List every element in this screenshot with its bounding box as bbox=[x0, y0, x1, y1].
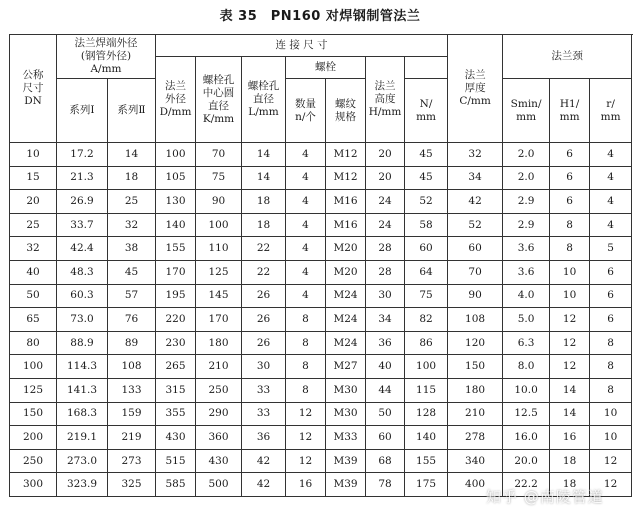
cell-height: 75 bbox=[405, 284, 448, 308]
cell-neck-n: 180 bbox=[448, 378, 503, 402]
cell-neck-s: 10.0 bbox=[503, 378, 550, 402]
header-line: mm bbox=[600, 110, 621, 123]
cell-thread: M30 bbox=[326, 402, 366, 426]
cell-od-series1: 60.3 bbox=[57, 284, 108, 308]
cell-od-series2: 219 bbox=[108, 426, 156, 450]
cell-flange-od: 430 bbox=[156, 426, 196, 450]
cell-height: 115 bbox=[405, 378, 448, 402]
cell-bolt-hole: 33 bbox=[242, 378, 286, 402]
cell-neck-s: 8.0 bbox=[503, 355, 550, 379]
cell-bolt-hole: 18 bbox=[242, 190, 286, 214]
cell-flange-od: 355 bbox=[156, 402, 196, 426]
cell-bolt-count: 4 bbox=[286, 190, 326, 214]
cell-neck-n: 32 bbox=[448, 143, 503, 167]
header-bolt-group: 螺栓 bbox=[286, 57, 366, 79]
header-dn bbox=[10, 35, 57, 143]
cell-neck-s: 20.0 bbox=[503, 449, 550, 473]
cell-bolt-hole: 26 bbox=[242, 284, 286, 308]
cell-bolt-hole: 42 bbox=[242, 449, 286, 473]
cell-thread: M33 bbox=[326, 426, 366, 450]
cell-flange-od: 195 bbox=[156, 284, 196, 308]
cell-neck-n: 120 bbox=[448, 331, 503, 355]
header-line: 公称 bbox=[22, 69, 44, 81]
cell-thickness: 40 bbox=[366, 355, 405, 379]
cell-neck-n: 400 bbox=[448, 473, 503, 497]
cell-height: 155 bbox=[405, 449, 448, 473]
cell-bolt-count: 12 bbox=[286, 449, 326, 473]
header-thread bbox=[326, 79, 366, 143]
table-row bbox=[10, 166, 632, 190]
cell-neck-r: 12 bbox=[590, 473, 632, 497]
header-line: D/mm bbox=[159, 106, 192, 118]
cell-height: 82 bbox=[405, 308, 448, 332]
cell-dn: 20 bbox=[10, 190, 57, 214]
cell-thread: M20 bbox=[326, 237, 366, 261]
cell-thread: M12 bbox=[326, 143, 366, 167]
cell-od-series1: 73.0 bbox=[57, 308, 108, 332]
cell-bolt-count: 4 bbox=[286, 213, 326, 237]
cell-height: 86 bbox=[405, 331, 448, 355]
cell-bolt-circle: 125 bbox=[196, 260, 242, 284]
cell-bolt-circle: 75 bbox=[196, 166, 242, 190]
cell-neck-h1: 6 bbox=[550, 143, 590, 167]
cell-height: 175 bbox=[405, 473, 448, 497]
cell-neck-n: 70 bbox=[448, 260, 503, 284]
header-line: 直径 bbox=[208, 99, 229, 112]
header-thickness bbox=[448, 35, 503, 143]
cell-thickness: 36 bbox=[366, 331, 405, 355]
cell-thread: M12 bbox=[326, 166, 366, 190]
cell-thickness: 60 bbox=[366, 426, 405, 450]
header-line: n/个 bbox=[295, 110, 316, 123]
cell-neck-s: 22.2 bbox=[503, 473, 550, 497]
header-line: mm bbox=[559, 110, 580, 123]
cell-od-series2: 45 bbox=[108, 260, 156, 284]
cell-thread: M20 bbox=[326, 260, 366, 284]
cell-bolt-hole: 30 bbox=[242, 355, 286, 379]
cell-od-series2: 38 bbox=[108, 237, 156, 261]
header-line: A/mm bbox=[90, 63, 122, 75]
cell-dn: 125 bbox=[10, 378, 57, 402]
cell-neck-s: 5.0 bbox=[503, 308, 550, 332]
cell-height: 60 bbox=[405, 237, 448, 261]
cell-thickness: 50 bbox=[366, 402, 405, 426]
table-row bbox=[10, 190, 632, 214]
header-series2: 系列Ⅱ bbox=[108, 79, 156, 143]
cell-neck-n: 278 bbox=[448, 426, 503, 450]
header-neck-n bbox=[405, 79, 448, 143]
table-row bbox=[10, 402, 632, 426]
cell-od-series1: 141.3 bbox=[57, 378, 108, 402]
cell-neck-h1: 12 bbox=[550, 331, 590, 355]
cell-neck-r: 4 bbox=[590, 166, 632, 190]
cell-thread: M16 bbox=[326, 213, 366, 237]
cell-bolt-circle: 250 bbox=[196, 378, 242, 402]
cell-neck-n: 150 bbox=[448, 355, 503, 379]
header-od-group bbox=[57, 35, 156, 79]
cell-od-series2: 325 bbox=[108, 473, 156, 497]
cell-thickness: 34 bbox=[366, 308, 405, 332]
cell-od-series2: 89 bbox=[108, 331, 156, 355]
cell-bolt-circle: 100 bbox=[196, 213, 242, 237]
cell-thickness: 30 bbox=[366, 284, 405, 308]
cell-thickness: 20 bbox=[366, 166, 405, 190]
cell-thread: M24 bbox=[326, 284, 366, 308]
header-line: (钢管外径) bbox=[80, 50, 132, 62]
table-row bbox=[10, 237, 632, 261]
cell-od-series1: 48.3 bbox=[57, 260, 108, 284]
header-line: 螺纹 bbox=[335, 97, 356, 110]
cell-neck-r: 4 bbox=[590, 213, 632, 237]
header-neck-s bbox=[503, 79, 550, 143]
cell-height: 45 bbox=[405, 166, 448, 190]
cell-bolt-hole: 22 bbox=[242, 260, 286, 284]
header-line: 规格 bbox=[335, 110, 356, 123]
cell-bolt-count: 8 bbox=[286, 355, 326, 379]
cell-flange-od: 585 bbox=[156, 473, 196, 497]
cell-thickness: 24 bbox=[366, 190, 405, 214]
cell-neck-n: 108 bbox=[448, 308, 503, 332]
cell-od-series2: 18 bbox=[108, 166, 156, 190]
cell-od-series2: 14 bbox=[108, 143, 156, 167]
cell-od-series2: 25 bbox=[108, 190, 156, 214]
header-line: 螺栓孔 bbox=[247, 80, 280, 92]
table-row bbox=[10, 355, 632, 379]
cell-od-series2: 273 bbox=[108, 449, 156, 473]
cell-thickness: 78 bbox=[366, 473, 405, 497]
cell-dn: 80 bbox=[10, 331, 57, 355]
cell-bolt-circle: 180 bbox=[196, 331, 242, 355]
cell-od-series1: 88.9 bbox=[57, 331, 108, 355]
cell-neck-n: 52 bbox=[448, 213, 503, 237]
cell-thread: M24 bbox=[326, 331, 366, 355]
cell-bolt-circle: 360 bbox=[196, 426, 242, 450]
cell-bolt-count: 8 bbox=[286, 331, 326, 355]
cell-dn: 65 bbox=[10, 308, 57, 332]
cell-bolt-circle: 430 bbox=[196, 449, 242, 473]
cell-neck-h1: 14 bbox=[550, 378, 590, 402]
cell-bolt-hole: 26 bbox=[242, 308, 286, 332]
header-line: mm bbox=[416, 110, 436, 123]
cell-neck-h1: 6 bbox=[550, 190, 590, 214]
cell-bolt-count: 4 bbox=[286, 166, 326, 190]
cell-thread: M27 bbox=[326, 355, 366, 379]
header-line: 厚度 bbox=[464, 82, 486, 94]
header-line: 法兰 bbox=[464, 69, 486, 81]
cell-neck-r: 8 bbox=[590, 378, 632, 402]
cell-bolt-hole: 26 bbox=[242, 331, 286, 355]
cell-neck-n: 60 bbox=[448, 237, 503, 261]
cell-dn: 100 bbox=[10, 355, 57, 379]
cell-neck-r: 6 bbox=[590, 260, 632, 284]
cell-neck-n: 42 bbox=[448, 190, 503, 214]
cell-dn: 40 bbox=[10, 260, 57, 284]
header-height bbox=[366, 57, 405, 143]
header-bolt-hole bbox=[242, 57, 286, 143]
cell-od-series1: 219.1 bbox=[57, 426, 108, 450]
table-row bbox=[10, 308, 632, 332]
cell-neck-r: 6 bbox=[590, 308, 632, 332]
cell-height: 45 bbox=[405, 143, 448, 167]
header-line: 螺栓孔 bbox=[202, 73, 235, 86]
header-line: K/mm bbox=[202, 112, 235, 125]
cell-neck-s: 3.6 bbox=[503, 237, 550, 261]
cell-thickness: 28 bbox=[366, 237, 405, 261]
cell-neck-s: 4.0 bbox=[503, 284, 550, 308]
cell-flange-od: 100 bbox=[156, 143, 196, 167]
cell-height: 140 bbox=[405, 426, 448, 450]
header-series1: 系列Ⅰ bbox=[57, 79, 108, 143]
cell-bolt-circle: 500 bbox=[196, 473, 242, 497]
cell-thread: M39 bbox=[326, 449, 366, 473]
cell-od-series1: 323.9 bbox=[57, 473, 108, 497]
cell-neck-h1: 12 bbox=[550, 308, 590, 332]
header-line: H1/ bbox=[559, 97, 580, 110]
cell-neck-r: 12 bbox=[590, 449, 632, 473]
cell-neck-h1: 8 bbox=[550, 213, 590, 237]
cell-bolt-hole: 18 bbox=[242, 213, 286, 237]
cell-neck-s: 2.0 bbox=[503, 143, 550, 167]
header-bolt-circle bbox=[196, 57, 242, 143]
cell-od-series1: 273.0 bbox=[57, 449, 108, 473]
cell-neck-h1: 14 bbox=[550, 402, 590, 426]
cell-bolt-count: 16 bbox=[286, 473, 326, 497]
cell-dn: 32 bbox=[10, 237, 57, 261]
cell-bolt-hole: 42 bbox=[242, 473, 286, 497]
cell-dn: 50 bbox=[10, 284, 57, 308]
cell-flange-od: 130 bbox=[156, 190, 196, 214]
cell-od-series1: 26.9 bbox=[57, 190, 108, 214]
cell-dn: 10 bbox=[10, 143, 57, 167]
cell-flange-od: 515 bbox=[156, 449, 196, 473]
cell-dn: 250 bbox=[10, 449, 57, 473]
header-line: 外径 bbox=[165, 93, 186, 105]
header-neck-r bbox=[590, 79, 632, 143]
cell-od-series1: 21.3 bbox=[57, 166, 108, 190]
cell-neck-h1: 8 bbox=[550, 237, 590, 261]
cell-bolt-count: 4 bbox=[286, 143, 326, 167]
cell-dn: 150 bbox=[10, 402, 57, 426]
cell-neck-s: 2.9 bbox=[503, 213, 550, 237]
cell-bolt-hole: 36 bbox=[242, 426, 286, 450]
cell-thickness: 44 bbox=[366, 378, 405, 402]
cell-neck-s: 2.9 bbox=[503, 190, 550, 214]
header-line: mm bbox=[516, 110, 537, 123]
cell-height: 64 bbox=[405, 260, 448, 284]
header-line: L/mm bbox=[248, 106, 279, 118]
cell-bolt-hole: 14 bbox=[242, 166, 286, 190]
cell-bolt-count: 4 bbox=[286, 260, 326, 284]
table-row bbox=[10, 426, 632, 450]
header-line: C/mm bbox=[459, 95, 491, 107]
cell-od-series2: 76 bbox=[108, 308, 156, 332]
cell-bolt-count: 12 bbox=[286, 426, 326, 450]
cell-flange-od: 230 bbox=[156, 331, 196, 355]
header-line: 尺寸 bbox=[22, 82, 44, 94]
cell-od-series2: 108 bbox=[108, 355, 156, 379]
header-line: 直径 bbox=[253, 93, 274, 105]
cell-flange-od: 155 bbox=[156, 237, 196, 261]
cell-bolt-hole: 33 bbox=[242, 402, 286, 426]
cell-od-series1: 114.3 bbox=[57, 355, 108, 379]
header-neck-h1 bbox=[550, 79, 590, 143]
cell-bolt-count: 8 bbox=[286, 378, 326, 402]
cell-bolt-hole: 14 bbox=[242, 143, 286, 167]
cell-od-series2: 57 bbox=[108, 284, 156, 308]
cell-flange-od: 220 bbox=[156, 308, 196, 332]
cell-od-series1: 17.2 bbox=[57, 143, 108, 167]
cell-bolt-count: 8 bbox=[286, 308, 326, 332]
cell-od-series2: 32 bbox=[108, 213, 156, 237]
flange-spec-table bbox=[9, 34, 632, 497]
cell-height: 52 bbox=[405, 190, 448, 214]
cell-thread: M30 bbox=[326, 378, 366, 402]
table-title: 表 35 PN160 对焊钢制管法兰 bbox=[219, 9, 421, 24]
cell-neck-s: 16.0 bbox=[503, 426, 550, 450]
cell-bolt-count: 4 bbox=[286, 237, 326, 261]
cell-height: 100 bbox=[405, 355, 448, 379]
cell-thickness: 68 bbox=[366, 449, 405, 473]
cell-od-series2: 159 bbox=[108, 402, 156, 426]
header-line: 法兰 bbox=[165, 80, 186, 92]
cell-neck-r: 4 bbox=[590, 190, 632, 214]
header-line: r/ bbox=[606, 97, 615, 110]
header-neck-group: 法兰颈 bbox=[503, 35, 632, 79]
cell-neck-s: 2.0 bbox=[503, 166, 550, 190]
cell-neck-r: 8 bbox=[590, 355, 632, 379]
cell-bolt-hole: 22 bbox=[242, 237, 286, 261]
cell-bolt-count: 4 bbox=[286, 284, 326, 308]
cell-thickness: 28 bbox=[366, 260, 405, 284]
cell-neck-n: 340 bbox=[448, 449, 503, 473]
cell-bolt-circle: 90 bbox=[196, 190, 242, 214]
header-line: Smin/ bbox=[510, 97, 542, 110]
cell-thread: M24 bbox=[326, 308, 366, 332]
cell-bolt-circle: 145 bbox=[196, 284, 242, 308]
cell-neck-r: 10 bbox=[590, 402, 632, 426]
table-row bbox=[10, 260, 632, 284]
cell-thread: M16 bbox=[326, 190, 366, 214]
cell-od-series1: 33.7 bbox=[57, 213, 108, 237]
cell-dn: 300 bbox=[10, 473, 57, 497]
cell-od-series1: 168.3 bbox=[57, 402, 108, 426]
cell-flange-od: 140 bbox=[156, 213, 196, 237]
cell-height: 58 bbox=[405, 213, 448, 237]
cell-bolt-circle: 170 bbox=[196, 308, 242, 332]
cell-od-series2: 133 bbox=[108, 378, 156, 402]
cell-height: 128 bbox=[405, 402, 448, 426]
header-line: 数量 bbox=[295, 97, 316, 110]
cell-neck-s: 6.3 bbox=[503, 331, 550, 355]
cell-bolt-circle: 210 bbox=[196, 355, 242, 379]
cell-neck-r: 8 bbox=[590, 331, 632, 355]
header-line: 高度 bbox=[374, 93, 396, 105]
table-row bbox=[10, 449, 632, 473]
cell-neck-h1: 16 bbox=[550, 426, 590, 450]
cell-flange-od: 170 bbox=[156, 260, 196, 284]
cell-neck-h1: 18 bbox=[550, 473, 590, 497]
cell-bolt-circle: 110 bbox=[196, 237, 242, 261]
table-row bbox=[10, 213, 632, 237]
cell-dn: 25 bbox=[10, 213, 57, 237]
cell-neck-h1: 6 bbox=[550, 166, 590, 190]
cell-neck-h1: 10 bbox=[550, 260, 590, 284]
cell-dn: 200 bbox=[10, 426, 57, 450]
cell-neck-s: 3.6 bbox=[503, 260, 550, 284]
cell-neck-n: 90 bbox=[448, 284, 503, 308]
cell-neck-s: 12.5 bbox=[503, 402, 550, 426]
table-row bbox=[10, 143, 632, 167]
table-row bbox=[10, 284, 632, 308]
cell-thickness: 20 bbox=[366, 143, 405, 167]
header-line: H/mm bbox=[368, 106, 402, 118]
cell-neck-h1: 12 bbox=[550, 355, 590, 379]
cell-flange-od: 105 bbox=[156, 166, 196, 190]
cell-bolt-circle: 70 bbox=[196, 143, 242, 167]
cell-od-series1: 42.4 bbox=[57, 237, 108, 261]
header-bolt-count bbox=[286, 79, 326, 143]
cell-neck-r: 5 bbox=[590, 237, 632, 261]
watermark: 知乎 @南陵管道 bbox=[486, 488, 604, 506]
cell-neck-r: 10 bbox=[590, 426, 632, 450]
cell-neck-r: 6 bbox=[590, 284, 632, 308]
cell-bolt-count: 12 bbox=[286, 402, 326, 426]
cell-neck-n: 34 bbox=[448, 166, 503, 190]
header-flange-od bbox=[156, 57, 196, 143]
cell-flange-od: 315 bbox=[156, 378, 196, 402]
cell-neck-r: 4 bbox=[590, 143, 632, 167]
cell-bolt-circle: 290 bbox=[196, 402, 242, 426]
cell-thickness: 24 bbox=[366, 213, 405, 237]
cell-neck-n: 210 bbox=[448, 402, 503, 426]
header-line: DN bbox=[24, 95, 42, 107]
cell-neck-h1: 18 bbox=[550, 449, 590, 473]
table-row bbox=[10, 378, 632, 402]
header-line: 法兰焊端外径 bbox=[74, 37, 138, 49]
cell-dn: 15 bbox=[10, 166, 57, 190]
header-line: 法兰 bbox=[374, 80, 396, 92]
header-line: N/ bbox=[419, 97, 433, 110]
cell-thread: M39 bbox=[326, 473, 366, 497]
table-row bbox=[10, 331, 632, 355]
header-conn-group: 连 接 尺 寸 bbox=[156, 35, 448, 57]
cell-neck-h1: 10 bbox=[550, 284, 590, 308]
header-line: 中心圆 bbox=[202, 86, 235, 99]
cell-flange-od: 265 bbox=[156, 355, 196, 379]
